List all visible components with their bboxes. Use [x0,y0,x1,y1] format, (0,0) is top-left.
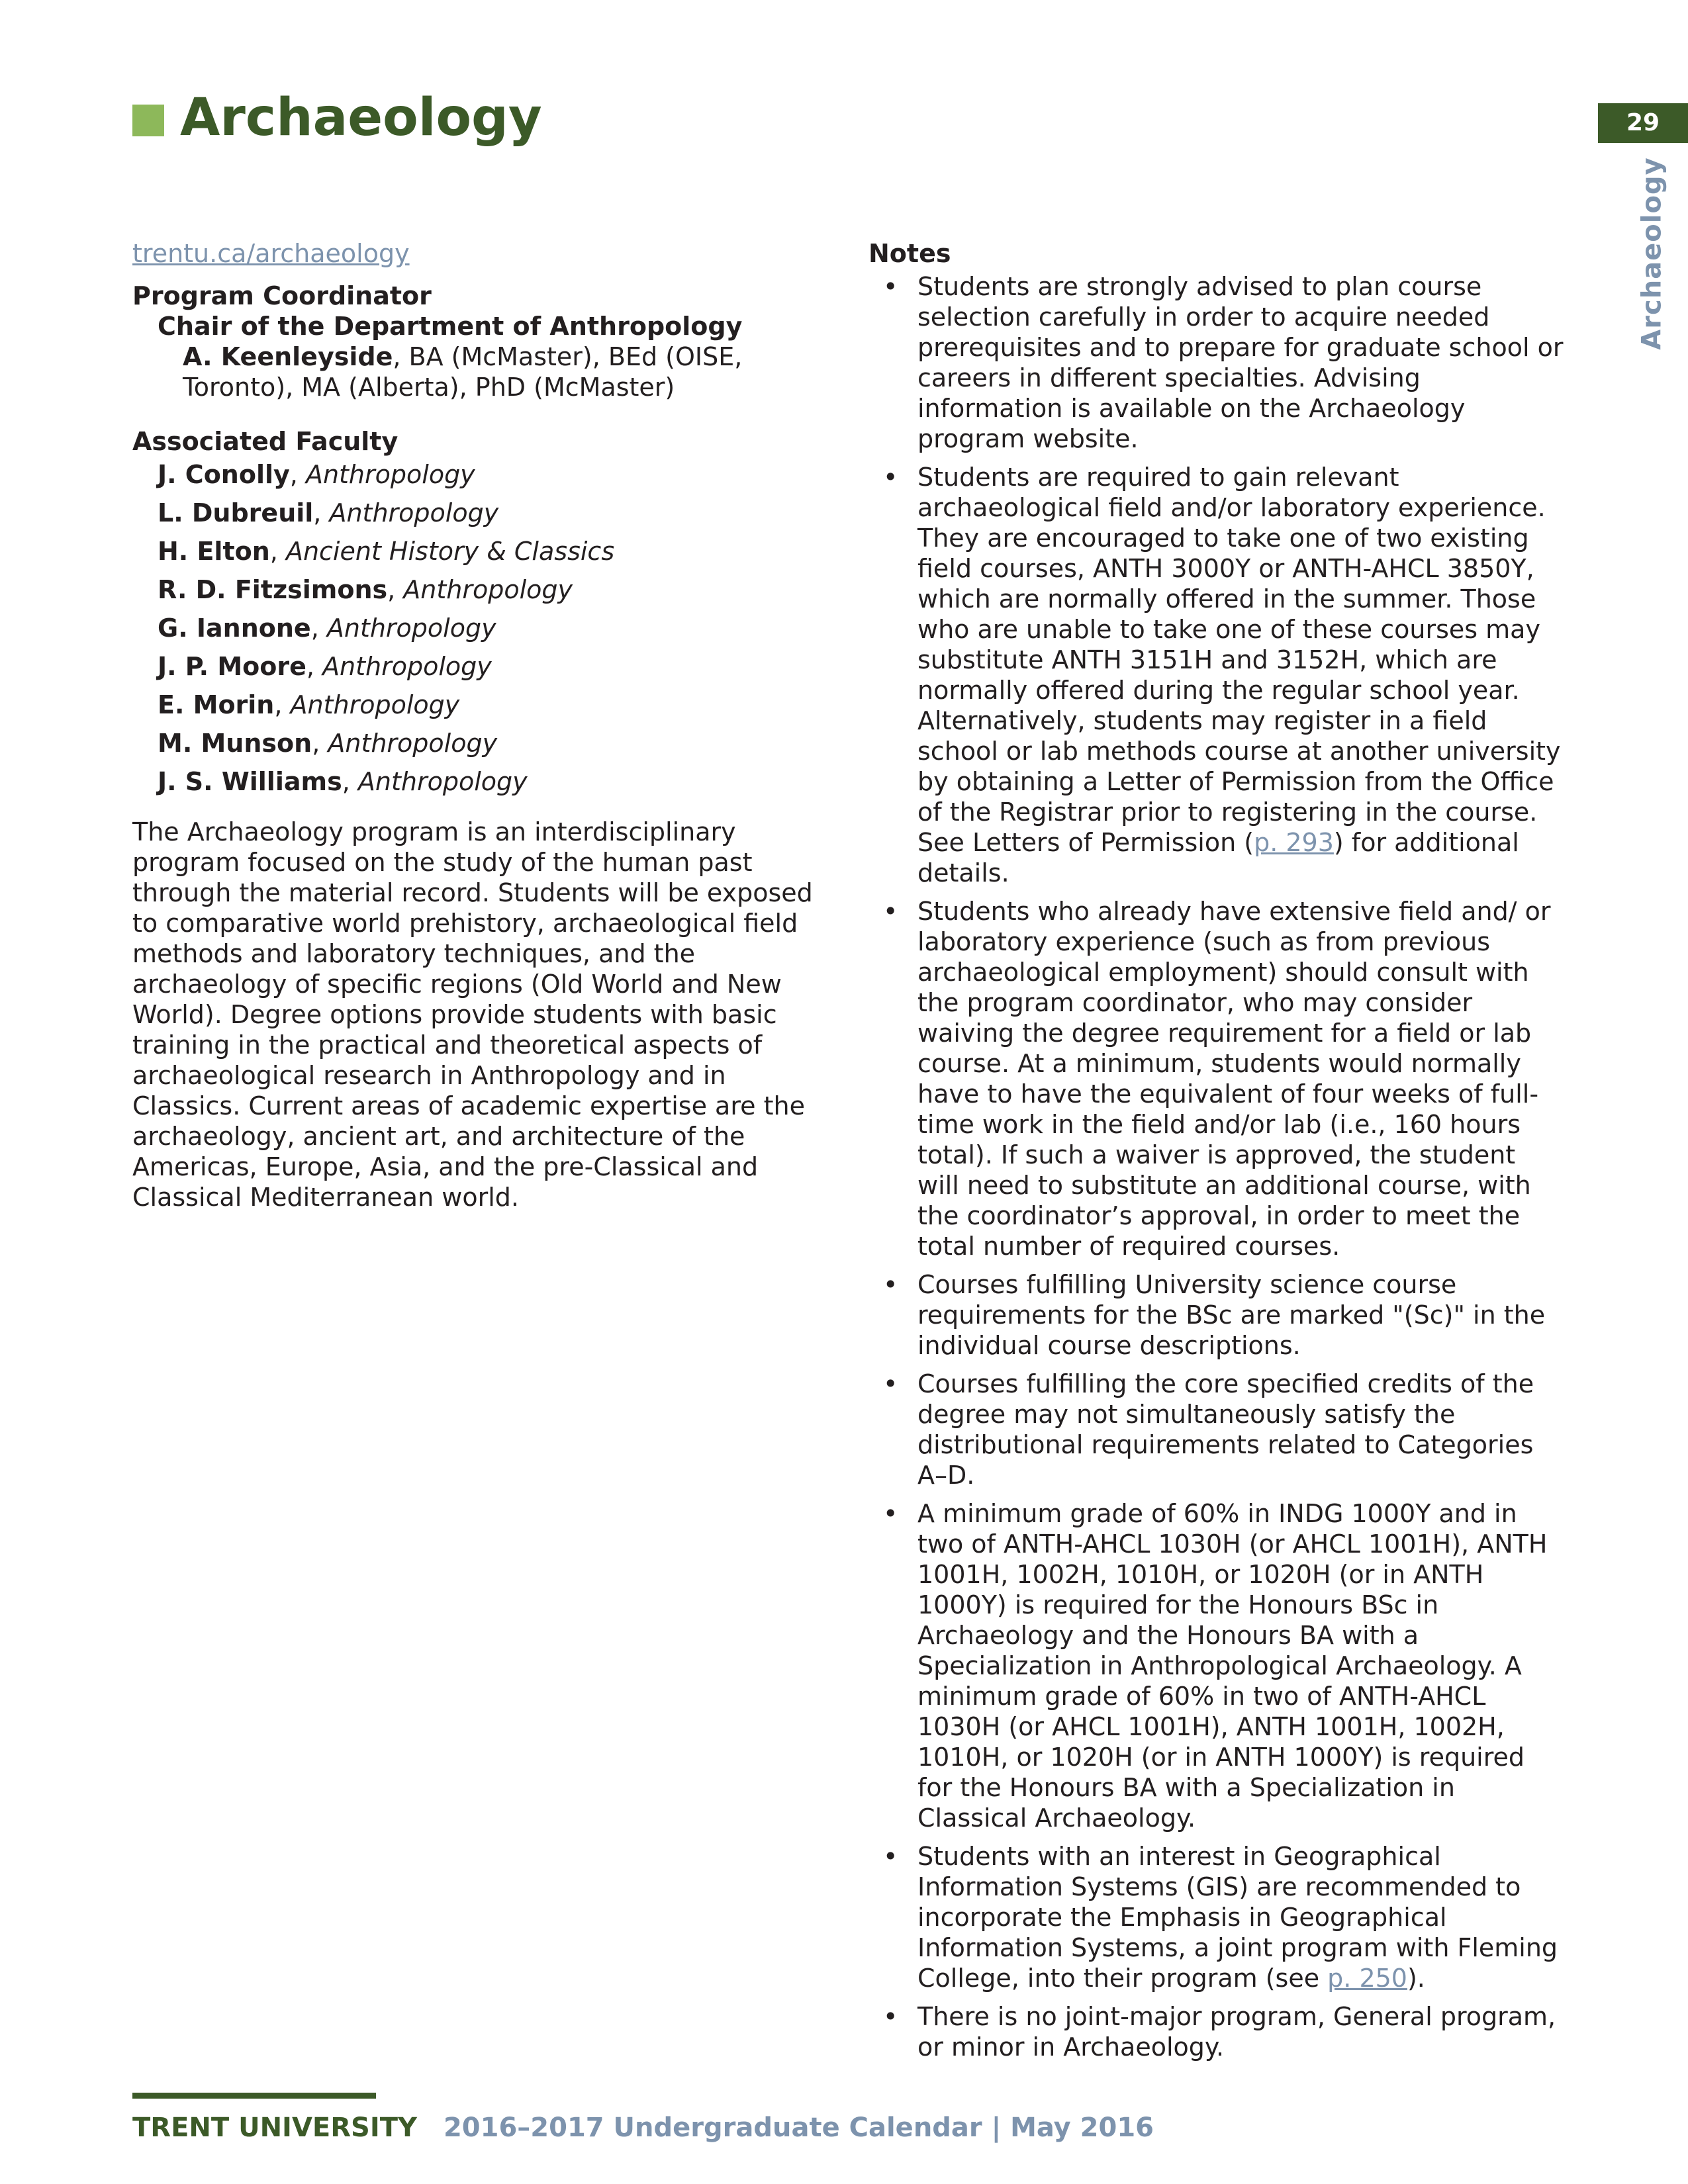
note-item [868,1369,1564,1490]
bullet-icon: • [883,1270,898,1299]
faculty-dept: Ancient History & Classics [285,537,615,566]
footer [132,2111,1154,2144]
faculty-name: E. Morin [158,690,275,719]
coordinator-entry [183,341,834,402]
note-text: Students who already have extensive field and/ or laboratory experience (such as from previous archaeological employment) should consult with the program coordinator, who may consider waiving the degree requirement for a field or lab course. At a minimum, students would normally have to have the equivalent of four weeks of full-time work in the field and/or lab (i.e., 160 hours total). If such a waiver is approved, the student will need to substitute an additional course, with the coordinator’s approval, in order to meet the total number of required courses. [917,897,1551,1261]
left-column [132,238,834,1212]
note-item [868,896,1564,1261]
note-text: Students with an interest in Geographical Information Systems (GIS) are recommended to incorporate the Emphasis in Geographical Information Systems, a joint program with Fleming College, into their program (see [917,1842,1558,1993]
faculty-dept: Anthropology [403,575,573,604]
note-text: There is no joint-major program, General program, or minor in Archaeology. [917,2002,1556,2062]
coordinator-credentials: , BA (McMaster), BEd (OISE, Toronto), MA (Alberta), PhD (McMaster) [183,342,743,402]
bullet-icon: • [883,272,898,301]
note-item [868,1841,1564,1993]
notes-list [868,271,1564,2062]
faculty-name: J. Conolly [158,460,290,489]
faculty-item: R. D. Fitzsimons, Anthropology [158,575,573,604]
page-number-tab: 29 [1598,103,1688,143]
faculty-name: J. P. Moore [158,652,306,681]
faculty-dept: Anthropology [357,767,528,796]
right-column [868,238,1564,2070]
faculty-name: G. Iannone [158,614,311,643]
faculty-item: J. Conolly, Anthropology [158,460,475,489]
faculty-dept: Anthropology [326,614,496,643]
note-item [868,1269,1564,1361]
coordinator-role: Chair of the Department of Anthropology [158,312,743,341]
note-text: Courses fulfilling University science course requirements for the BSc are marked "(Sc)" in the individual course descriptions. [917,1270,1546,1360]
faculty-list [158,459,834,797]
notes-heading: Notes [868,239,951,268]
note-text: Students are strongly advised to plan course selection carefully in order to acquire needed prerequisites and to prepare for graduate school or careers in different specialties. Advising information is available on the Archaeology program website. [917,272,1564,453]
faculty-dept: Anthropology [328,729,498,758]
note-text-end: ) for additional details. [917,828,1519,887]
faculty-dept: Anthropology [329,498,499,527]
faculty-name: R. D. Fitzsimons [158,575,388,604]
bullet-icon: • [883,2002,898,2031]
faculty-item: L. Dubreuil, Anthropology [158,498,499,527]
bullet-icon: • [883,897,898,926]
coordinator-heading: Program Coordinator [132,281,432,310]
bullet-icon: • [883,1369,898,1398]
faculty-item: E. Morin, Anthropology [158,690,460,719]
note-item [868,462,1564,888]
bullet-icon: • [883,1842,898,1871]
faculty-name: M. Munson [158,729,312,758]
side-section-label-text: Archaeology [1637,157,1667,350]
page-title: Archaeology [180,88,542,148]
note-text: A minimum grade of 60% in INDG 1000Y and in two of ANTH-AHCL 1030H (or AHCL 1001H), ANTH 1001H, 1002H, 1010H, or 1020H (or in ANTH 1000Y) is required for the Honours BSc in Archaeology and the Honours BA with a Specialization in Anthropological Archaeology. A minimum grade of 60% in two of ANTH-AHCL 1030H (or AHCL 1001H), ANTH 1001H, 1002H, 1010H, or 1020H (or in ANTH 1000Y) is required for the Honours BA with a Specialization in Classical Archaeology. [917,1499,1548,1833]
faculty-dept: Anthropology [305,460,475,489]
gis-emphasis-page-link[interactable]: p. 250 [1327,1964,1407,1993]
bullet-icon: • [883,463,898,492]
program-description: The Archaeology program is an interdisciplinary program focused on the study of the human past through the material record. Students will be exposed to comparative world prehistory, archaeological field methods and laboratory techniques, and the archaeology of specific regions (Old World and New World). Degree options provide students with basic training in the practical and theoretical aspects of archaeological research in Anthropology and in Classics. Current areas of academic expertise are the archaeology, ancient art, and architecture of the Americas, Europe, Asia, and the pre-Classical and Classical Mediterranean world. [132,817,813,1212]
program-website-link[interactable]: trentu.ca/archaeology [132,239,410,268]
faculty-dept: Anthropology [322,652,492,681]
faculty-item: H. Elton, Ancient History & Classics [158,537,615,566]
title-square [132,105,164,136]
faculty-name: L. Dubreuil [158,498,314,527]
note-item [868,271,1564,454]
faculty-item: M. Munson, Anthropology [158,729,498,758]
faculty-item: J. S. Williams, Anthropology [158,767,528,796]
footer-university: TRENT UNIVERSITY [132,2113,417,2143]
faculty-name: J. S. Williams [158,767,342,796]
note-text-end: ). [1407,1964,1425,1993]
faculty-dept: Anthropology [290,690,460,719]
bullet-icon: • [883,1499,898,1528]
footer-rule [132,2093,376,2099]
note-item [868,2001,1564,2062]
faculty-item: J. P. Moore, Anthropology [158,652,492,681]
letters-of-permission-page-link[interactable]: p. 293 [1254,828,1334,857]
note-text: Students are required to gain relevant archaeological field and/or laboratory experience. They are encouraged to take one of two existing field courses, ANTH 3000Y or ANTH-AHCL 3850Y, which are normally offered in the summer. Those who are unable to take one of these courses may substitute ANTH 3151H and 3152H, which are normally offered during the regular school year. Alternatively, students may register in a field school or lab methods course at another university by obtaining a Letter of Permission from the Office of the Registrar prior to registering in the course. See Letters of Permission ( [917,463,1561,857]
footer-calendar: 2016–2017 Undergraduate Calendar | May 2016 [443,2113,1154,2143]
side-section-label [1632,157,1672,350]
note-text: Courses fulfilling the core specified credits of the degree may not simultaneously satisfy the distributional requirements related to Categories A–D. [917,1369,1534,1490]
coordinator-name: A. Keenleyside [183,342,393,371]
note-item [868,1498,1564,1833]
faculty-name: H. Elton [158,537,270,566]
faculty-item: G. Iannone, Anthropology [158,614,496,643]
faculty-heading: Associated Faculty [132,427,399,456]
